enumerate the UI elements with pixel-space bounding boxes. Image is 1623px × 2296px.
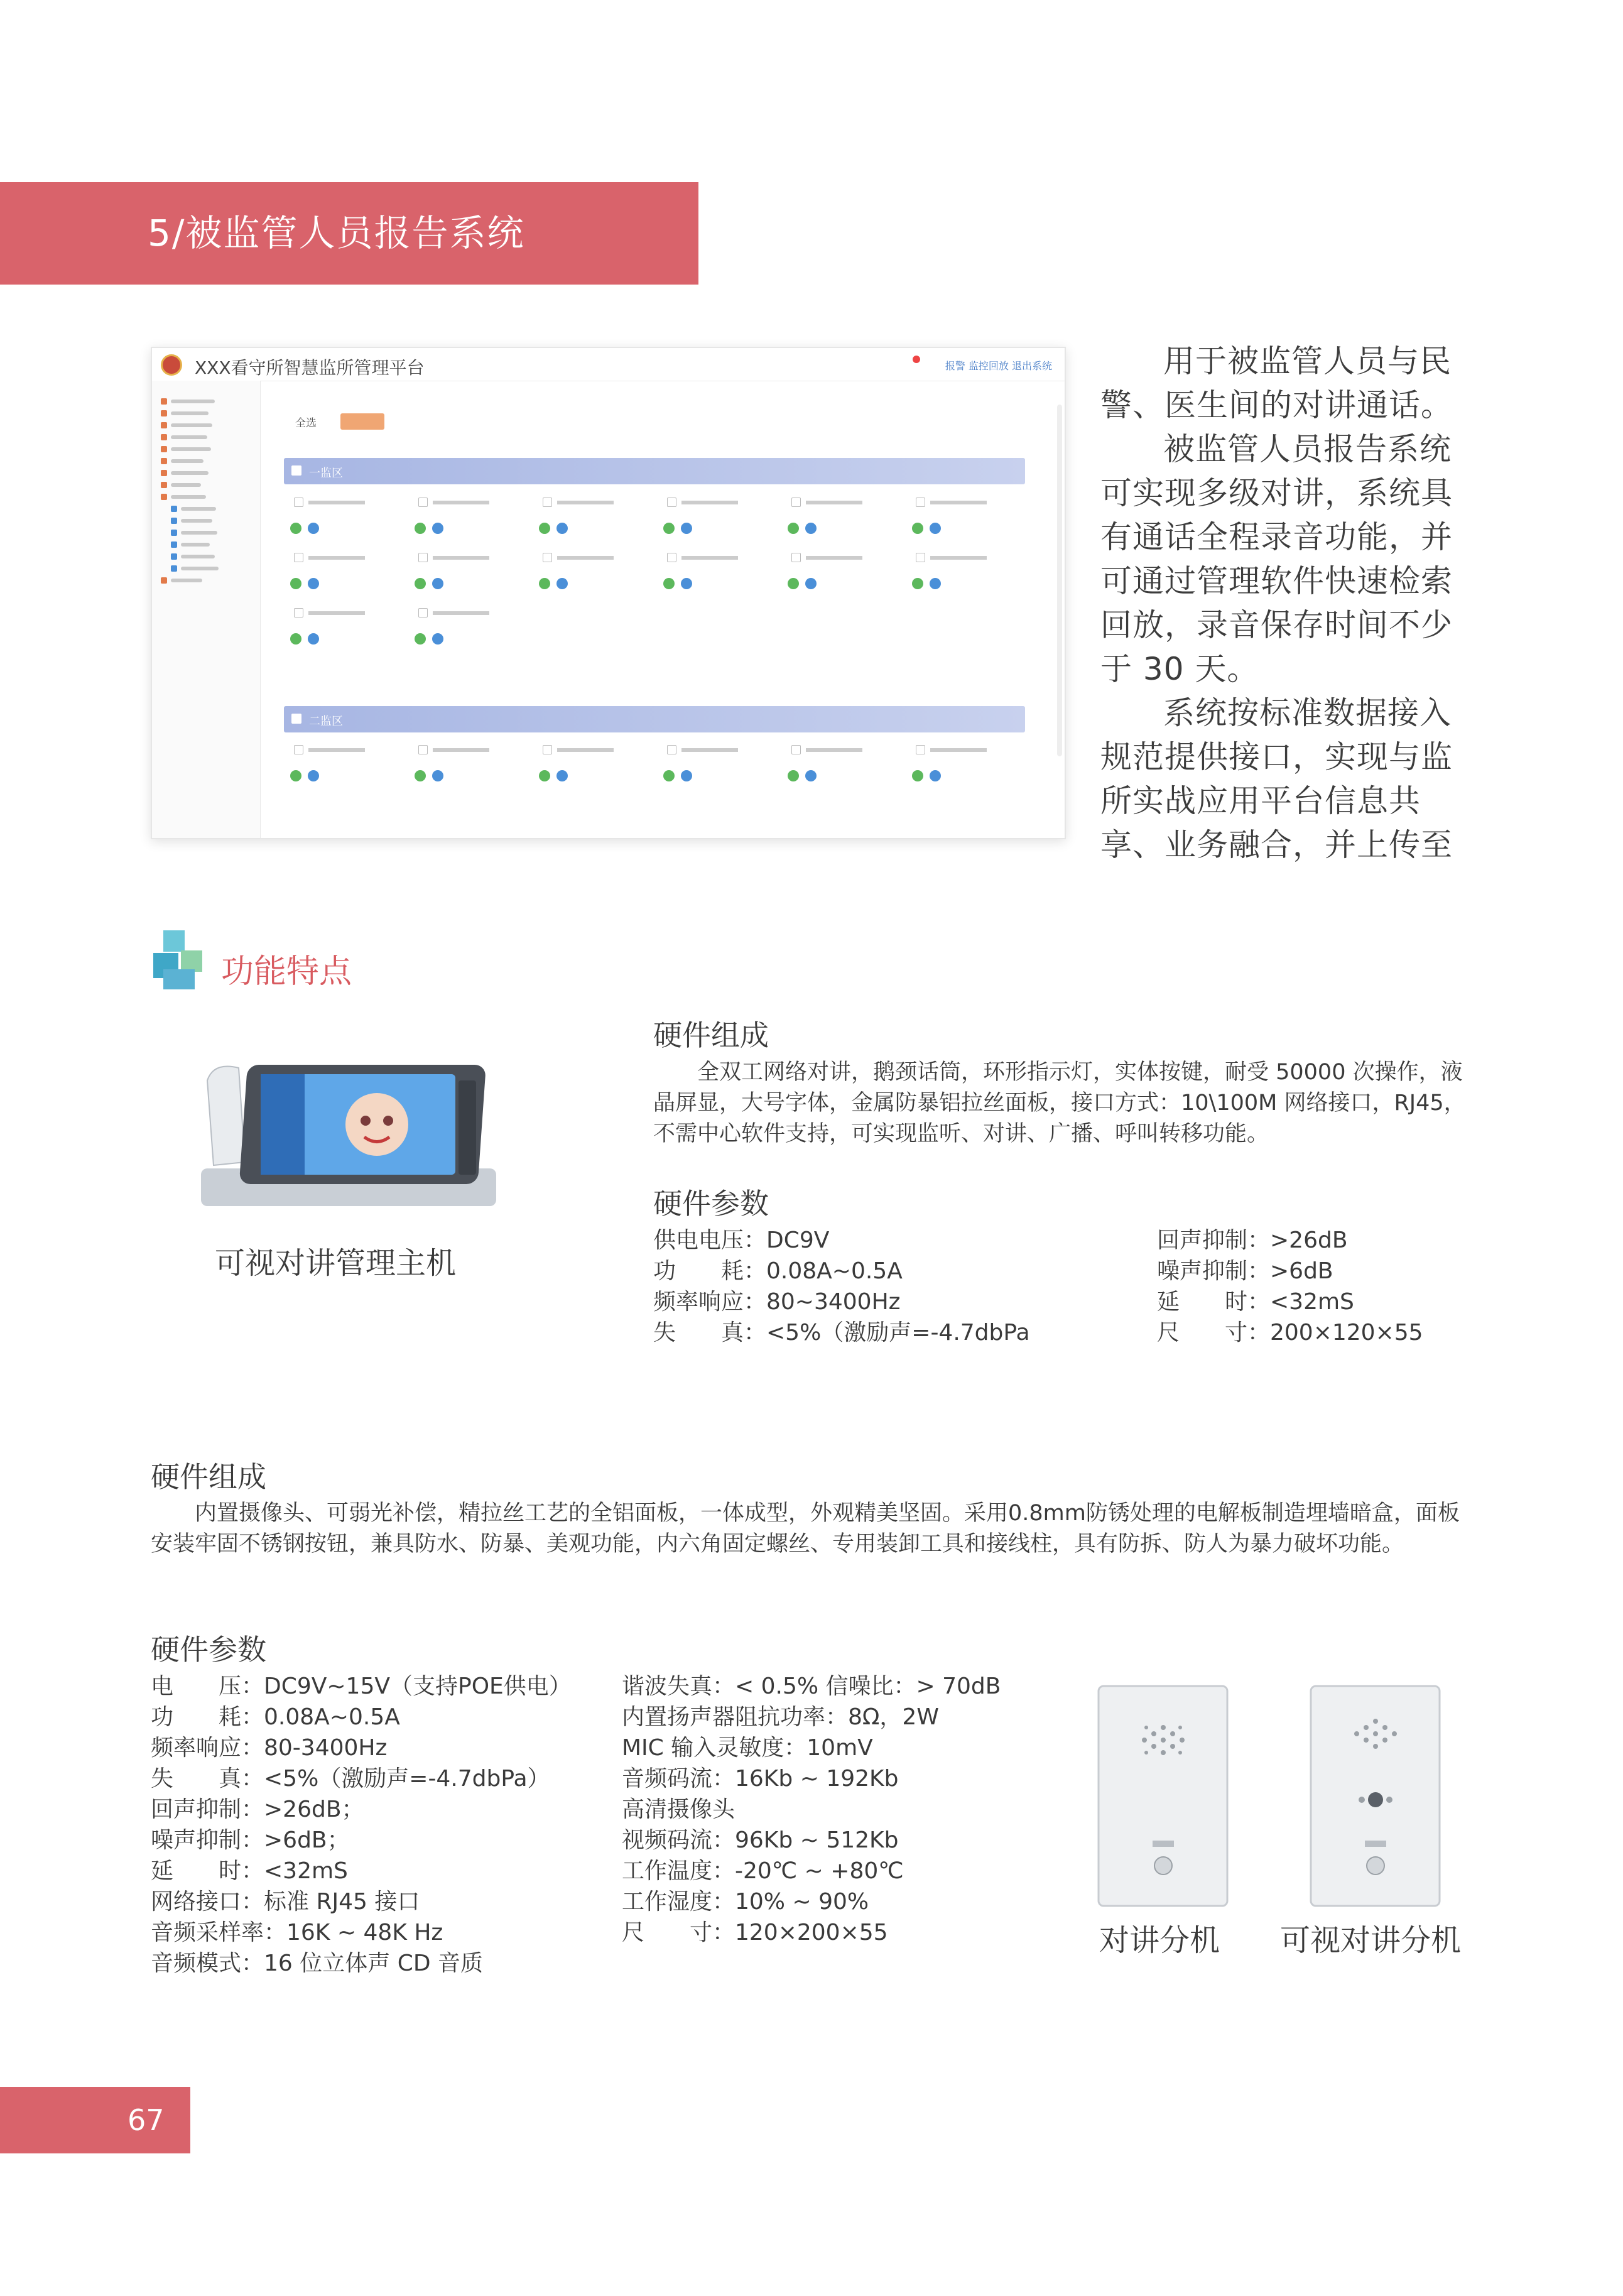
terminal-hw-text: 内置摄像头、可弱光补偿，精拉丝工艺的全铝面板，一体成型，外观精美坚固。采用0.8mm防锈处理的电解板制造埋墙暗盒，面板安装牢固不锈钢按钮，兼具防水、防暴、美观功能，内六角固定螺丝、专用装卸工具和接线柱，具有防拆、防人为暴力破坏功能。 bbox=[151, 1501, 1460, 1557]
terminal-param: 高清摄像头 bbox=[622, 1797, 736, 1822]
intercom-panel-image bbox=[1096, 1684, 1231, 1910]
intro-paragraph-3: 系统按标准数据接入规范提供接口，实现与监所实战应用平台信息共享、业务融合，并上传至 bbox=[1100, 695, 1453, 863]
terminal-param: 失 真：<5%（激励声=-4.7dbPa） bbox=[151, 1766, 550, 1792]
terminal-param: 内置扬声器阻抗功率：8Ω，2W bbox=[622, 1704, 939, 1730]
screenshot-topbar bbox=[152, 348, 1065, 381]
terminal-param: 延 时：<32mS bbox=[151, 1858, 348, 1884]
management-host-caption: 可视对讲管理主机 bbox=[215, 1246, 457, 1281]
host-param: 尺 寸：200×120×55 bbox=[1157, 1320, 1423, 1346]
terminal-param: 音频采样率：16K ~ 48K Hz bbox=[151, 1920, 443, 1945]
terminal-param: 视频码流：96Kb ~ 512Kb bbox=[622, 1827, 899, 1853]
zone-label-2: 二监区 bbox=[309, 715, 343, 728]
intro-paragraph-1: 用于被监管人员与民警、医生间的对讲通话。 bbox=[1100, 343, 1453, 423]
select-all-checkbox[interactable]: 全选 bbox=[295, 417, 317, 430]
host-param: 供电电压：DC9V bbox=[653, 1227, 830, 1253]
screenshot-sidebar bbox=[152, 381, 261, 838]
video-intercom-panel-caption: 可视对讲分机 bbox=[1280, 1923, 1462, 1958]
terminal-params-col2 bbox=[622, 1671, 1001, 1948]
intro-text bbox=[1100, 339, 1477, 867]
host-params-title: 硬件参数 bbox=[653, 1187, 769, 1221]
video-intercom-panel-image bbox=[1308, 1684, 1443, 1910]
host-param: 频率响应：80~3400Hz bbox=[653, 1289, 901, 1315]
terminal-param: 噪声抑制：>6dB； bbox=[151, 1827, 350, 1853]
section-title: 5/被监管人员报告系统 bbox=[148, 212, 525, 254]
zone-header-1 bbox=[284, 458, 1025, 484]
terminal-param: 电 压：DC9V~15V（支持POE供电） bbox=[151, 1673, 572, 1699]
police-emblem-icon bbox=[161, 354, 182, 376]
cubes-icon bbox=[151, 925, 207, 994]
host-hw-title: 硬件组成 bbox=[653, 1018, 769, 1052]
terminal-param: 工作温度：-20℃ ~ +80℃ bbox=[622, 1858, 904, 1884]
terminal-param: 谐波失真：< 0.5% 信噪比：> 70dB bbox=[622, 1673, 1001, 1699]
terminal-params-col1 bbox=[151, 1671, 572, 1979]
host-param: 失 真：<5%（激励声=-4.7dbPa bbox=[653, 1320, 1030, 1346]
host-param: 噪声抑制：>6dB bbox=[1157, 1258, 1333, 1284]
host-hw-text: 全双工网络对讲，鹅颈话筒，环形指示灯，实体按键，耐受 50000 次操作，液晶屏显，大号字体，金属防暴铝拉丝面板，接口方式：10\100M 网络接口，RJ45，不需中心软件支持，可实现监听、对讲、广播、呼叫转移功能。 bbox=[653, 1060, 1466, 1146]
zone-label-1: 一监区 bbox=[309, 467, 343, 480]
terminal-param: 音频码流：16Kb ~ 192Kb bbox=[622, 1766, 899, 1792]
management-host-image bbox=[201, 1055, 496, 1219]
host-param: 延 时：<32mS bbox=[1157, 1289, 1354, 1315]
terminal-param: 工作湿度：10% ~ 90% bbox=[622, 1889, 869, 1915]
terminal-param: 音频模式：16 位立体声 CD 音质 bbox=[151, 1951, 483, 1976]
section-title-banner bbox=[0, 182, 698, 285]
intercom-panel-caption: 对讲分机 bbox=[1099, 1923, 1220, 1958]
screenshot-app-title: XXX看守所智慧监所管理平台 bbox=[195, 357, 425, 378]
host-param: 回声抑制：>26dB bbox=[1157, 1227, 1348, 1253]
terminal-hw-title: 硬件组成 bbox=[151, 1460, 266, 1494]
zone-header-2 bbox=[284, 706, 1025, 732]
terminal-param: 网络接口：标准 RJ45 接口 bbox=[151, 1889, 420, 1915]
sidebar-tabs bbox=[152, 381, 260, 393]
intro-paragraph-2: 被监管人员报告系统可实现多级对讲，系统具有通话全程录音功能，并可通过管理软件快速检索回放，录音保存时间不少于 30 天。 bbox=[1100, 431, 1453, 687]
action-chip[interactable] bbox=[340, 413, 384, 430]
host-params-right bbox=[1157, 1225, 1423, 1348]
terminal-param: 尺 寸：120×200×55 bbox=[622, 1920, 888, 1945]
terminal-param: 频率响应：80-3400Hz bbox=[151, 1735, 388, 1761]
screenshot-top-links: 报警 监控回放 退出系统 bbox=[945, 360, 1052, 372]
terminal-grid-1 bbox=[290, 494, 1036, 660]
terminal-grid-2 bbox=[290, 741, 1036, 797]
terminal-param: MIC 输入灵敏度：10mV bbox=[622, 1735, 873, 1761]
page-number: 67 bbox=[0, 2087, 190, 2153]
terminal-params-title: 硬件参数 bbox=[151, 1633, 266, 1667]
alarm-dot-icon bbox=[913, 356, 920, 363]
screenshot-scrollbar[interactable] bbox=[1057, 405, 1062, 756]
host-params-left bbox=[653, 1225, 1030, 1348]
terminal-param: 回声抑制：>26dB； bbox=[151, 1797, 364, 1822]
terminal-param: 功 耗：0.08A~0.5A bbox=[151, 1704, 400, 1730]
features-title: 功能特点 bbox=[221, 953, 352, 991]
platform-screenshot bbox=[151, 347, 1066, 839]
host-param: 功 耗：0.08A~0.5A bbox=[653, 1258, 903, 1284]
